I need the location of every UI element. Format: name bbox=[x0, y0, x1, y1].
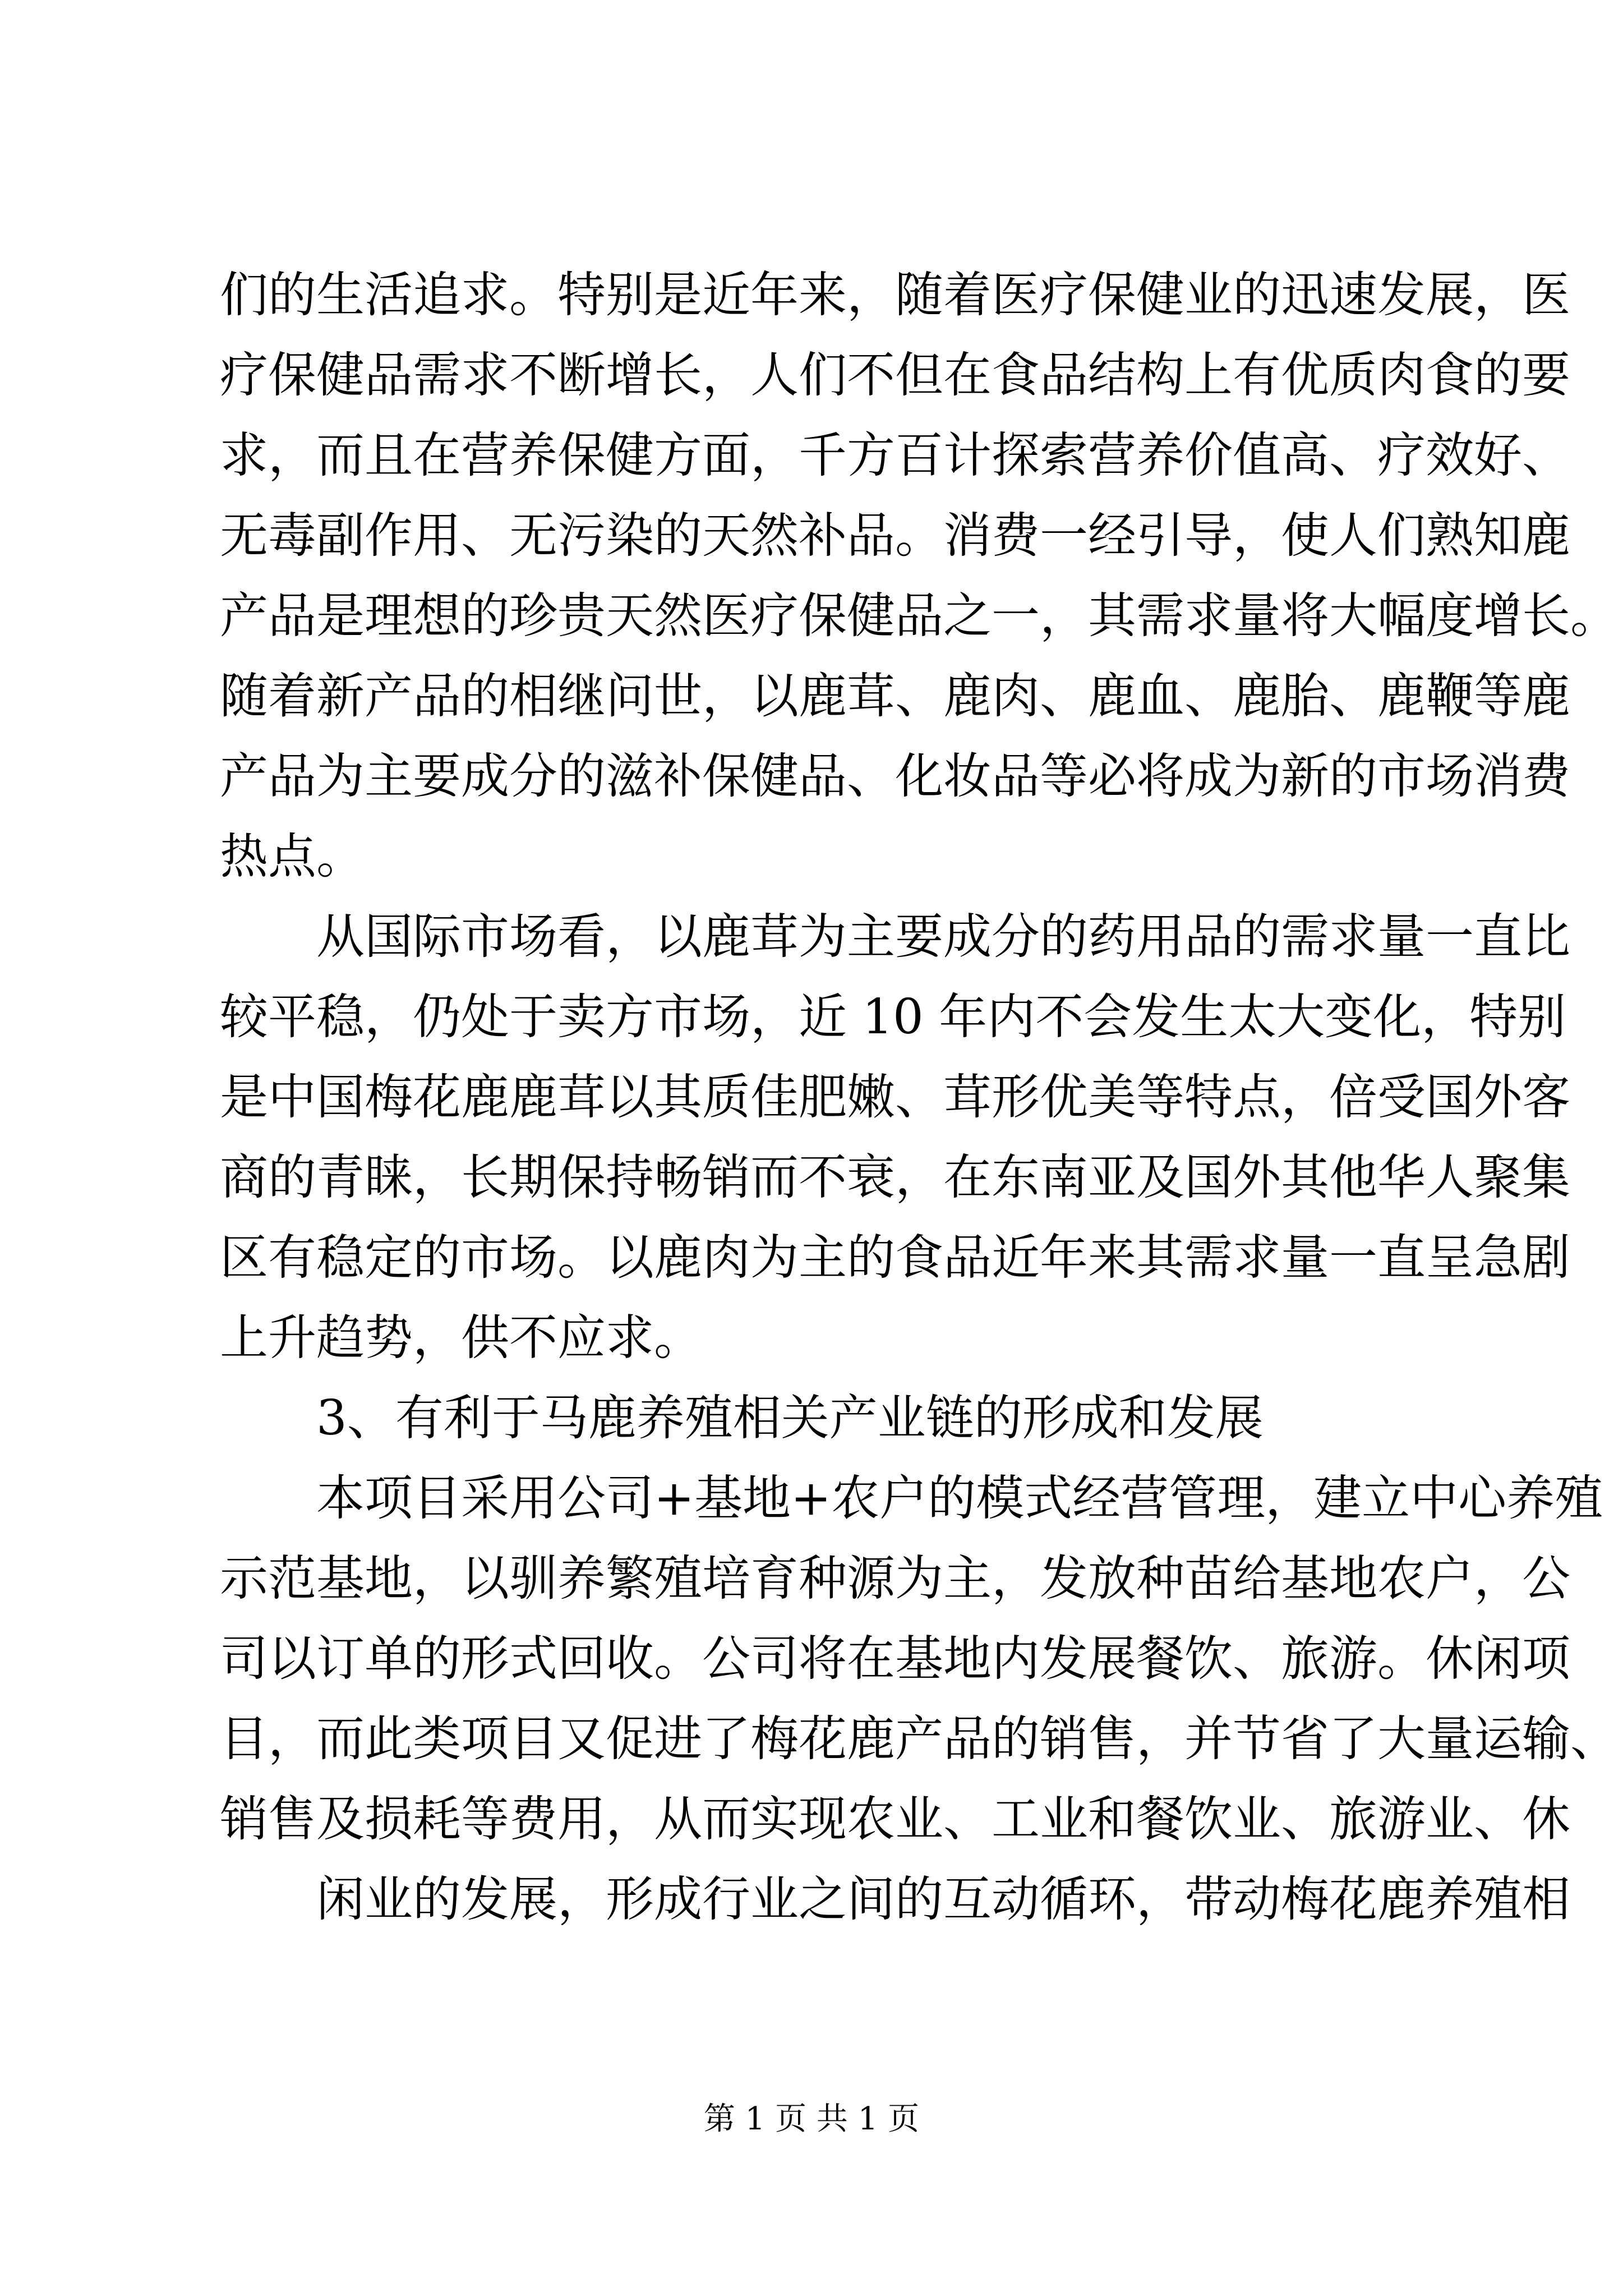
page-number-label: 第 1 页 共 1 页 bbox=[703, 2101, 920, 2137]
text-line: 疗保健品需求不断增长，人们不但在食品结构上有优质肉食的要 bbox=[220, 347, 1570, 403]
text-line: 较平稳，仍处于卖方市场，近 10 年内不会发生太大变化，特别 bbox=[220, 989, 1566, 1045]
text-line: 无毒副作用、无污染的天然补品。消费一经引导，使人们熟知鹿 bbox=[220, 508, 1570, 564]
text-line: 示范基地，以驯养繁殖培育种源为主，发放种苗给基地农户，公 bbox=[220, 1550, 1570, 1607]
page-footer bbox=[0, 2097, 1623, 2142]
text-line: 3、有利于马鹿养殖相关产业链的形成和发展 bbox=[316, 1390, 1264, 1446]
text-line: 从国际市场看，以鹿茸为主要成分的药用品的需求量一直比 bbox=[316, 909, 1570, 965]
text-line: 上升趋势，供不应求。 bbox=[220, 1310, 702, 1366]
text-line: 们的生活追求。特别是近年来，随着医疗保健业的迅速发展，医 bbox=[220, 267, 1570, 323]
text-line: 销售及损耗等费用，从而实现农业、工业和餐饮业、旅游业、休 bbox=[220, 1791, 1570, 1847]
text-line: 司以订单的形式回收。公司将在基地内发展餐饮、旅游。休闲项 bbox=[220, 1631, 1570, 1687]
text-line: 求，而且在营养保健方面，千方百计探索营养价值高、疗效好、 bbox=[220, 427, 1570, 484]
text-line: 闲业的发展，形成行业之间的互动循环，带动梅花鹿养殖相 bbox=[316, 1871, 1570, 1927]
text-line: 产品为主要成分的滋补保健品、化妆品等必将成为新的市场消费 bbox=[220, 748, 1570, 804]
text-line: 是中国梅花鹿鹿茸以其质佳肥嫩、茸形优美等特点，倍受国外客 bbox=[220, 1069, 1570, 1125]
text-line: 随着新产品的相继问世，以鹿茸、鹿肉、鹿血、鹿胎、鹿鞭等鹿 bbox=[220, 668, 1570, 724]
text-line: 区有稳定的市场。以鹿肉为主的食品近年来其需求量一直呈急剧 bbox=[220, 1230, 1570, 1286]
document-body bbox=[220, 255, 1619, 1940]
text-line: 商的青睐，长期保持畅销而不衰，在东南亚及国外其他华人聚集 bbox=[220, 1149, 1570, 1205]
text-line: 本项目采用公司+基地+农户的模式经营管理，建立中心养殖 bbox=[316, 1470, 1603, 1526]
text-line: 目，而此类项目又促进了梅花鹿产品的销售，并节省了大量运输、 bbox=[220, 1711, 1619, 1767]
text-line: 热点。 bbox=[220, 829, 365, 885]
text-line: 产品是理想的珍贵天然医疗保健品之一，其需求量将大幅度增长。 bbox=[220, 588, 1619, 644]
